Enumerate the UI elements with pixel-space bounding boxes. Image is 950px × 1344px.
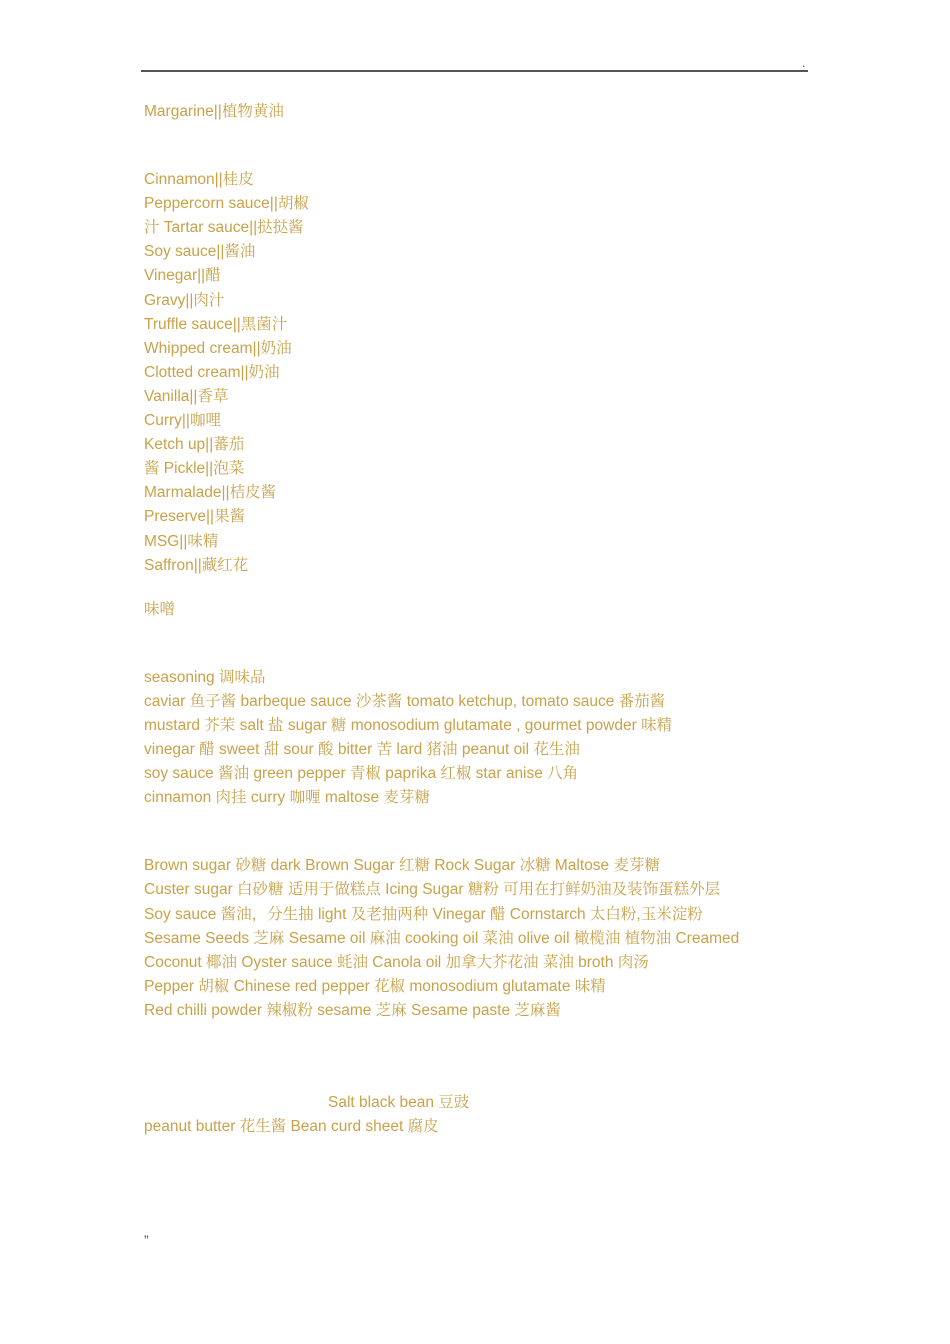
margarine-line: Margarine||植物黄油	[144, 103, 284, 120]
glossary-item: 酱 Pickle||泡菜	[144, 460, 245, 478]
paragraph-line: seasoning 调味品	[144, 668, 266, 686]
glossary-item: Cinnamon||桂皮	[144, 171, 254, 189]
paragraph-line: Brown sugar 砂糖 dark Brown Sugar 红糖 Rock Sugar 冰糖 Maltose 麦芽糖	[144, 857, 660, 875]
glossary-item: Saffron||藏红花	[144, 556, 249, 574]
glossary-item: Truffle sauce||黑菌汁	[144, 315, 288, 333]
document-body	[144, 100, 824, 1139]
seasoning-paragraph	[144, 666, 824, 811]
glossary-item: Vanilla||香草	[144, 387, 229, 405]
paragraph-line: Soy sauce 酱油，分生抽 light 及老抽两种 Vinegar 醋 Cornstarch 太白粉,玉米淀粉	[144, 905, 703, 923]
paragraph-line: soy sauce 酱油 green pepper 青椒 paprika 红椒 star anise 八角	[144, 765, 579, 783]
glossary-item: Gravy||肉汁	[144, 291, 225, 309]
paragraph-line: Pepper 胡椒 Chinese red pepper 花椒 monosodium glutamate 味精	[144, 977, 606, 995]
peanut-butter-line: peanut butter 花生酱 Bean curd sheet 腐皮	[144, 1118, 439, 1136]
glossary-item: Curry||咖哩	[144, 412, 221, 430]
glossary-item: Soy sauce||酱油	[144, 243, 256, 261]
paragraph-line: Custer sugar 白砂糖 适用于做糕点 Icing Sugar 糖粉 可用在打鲜奶油及装饰蛋糕外层	[144, 881, 721, 899]
header-corner-mark: .	[802, 56, 806, 70]
paragraph-line: vinegar 醋 sweet 甜 sour 酸 bitter 苦 lard 猪油 peanut oil 花生油	[144, 741, 580, 759]
glossary-item: Vinegar||醋	[144, 267, 221, 285]
paragraph-line: Sesame Seeds 芝麻 Sesame oil 麻油 cooking oil 菜油 olive oil 橄榄油 植物油 Creamed	[144, 929, 740, 947]
footer-mark: ”	[144, 1232, 149, 1248]
header-rule	[141, 70, 808, 72]
glossary-item: Ketch up||蕃茄	[144, 436, 245, 454]
glossary-list	[144, 168, 824, 578]
paragraph-line: cinnamon 肉挂 curry 咖喱 maltose 麦芽糖	[144, 789, 430, 807]
glossary-item: Whipped cream||奶油	[144, 339, 292, 357]
glossary-item: Peppercorn sauce||胡椒	[144, 195, 309, 213]
miso-line: 味噌	[144, 600, 176, 618]
glossary-item: Preserve||果酱	[144, 508, 246, 526]
glossary-item: MSG||味精	[144, 532, 219, 550]
paragraph-line: Red chilli powder 辣椒粉 sesame 芝麻 Sesame paste 芝麻酱	[144, 1001, 561, 1019]
glossary-item: Clotted cream||奶油	[144, 363, 280, 381]
salt-black-bean-line: Salt black bean 豆豉	[328, 1094, 470, 1111]
paragraph-line: mustard 芥茉 salt 盐 sugar 糖 monosodium glutamate , gourmet powder 味精	[144, 716, 673, 734]
glossary-item: Marmalade||桔皮酱	[144, 484, 277, 502]
glossary-item: 汁 Tartar sauce||挞挞酱	[144, 219, 304, 237]
sugar-oil-paragraph	[144, 854, 824, 1023]
paragraph-line: caviar 鱼子酱 barbeque sauce 沙茶酱 tomato ketchup, tomato sauce 番茄酱	[144, 692, 666, 710]
paragraph-line: Coconut 椰油 Oyster sauce 蚝油 Canola oil 加拿大芥花油 菜油 broth 肉汤	[144, 953, 649, 971]
